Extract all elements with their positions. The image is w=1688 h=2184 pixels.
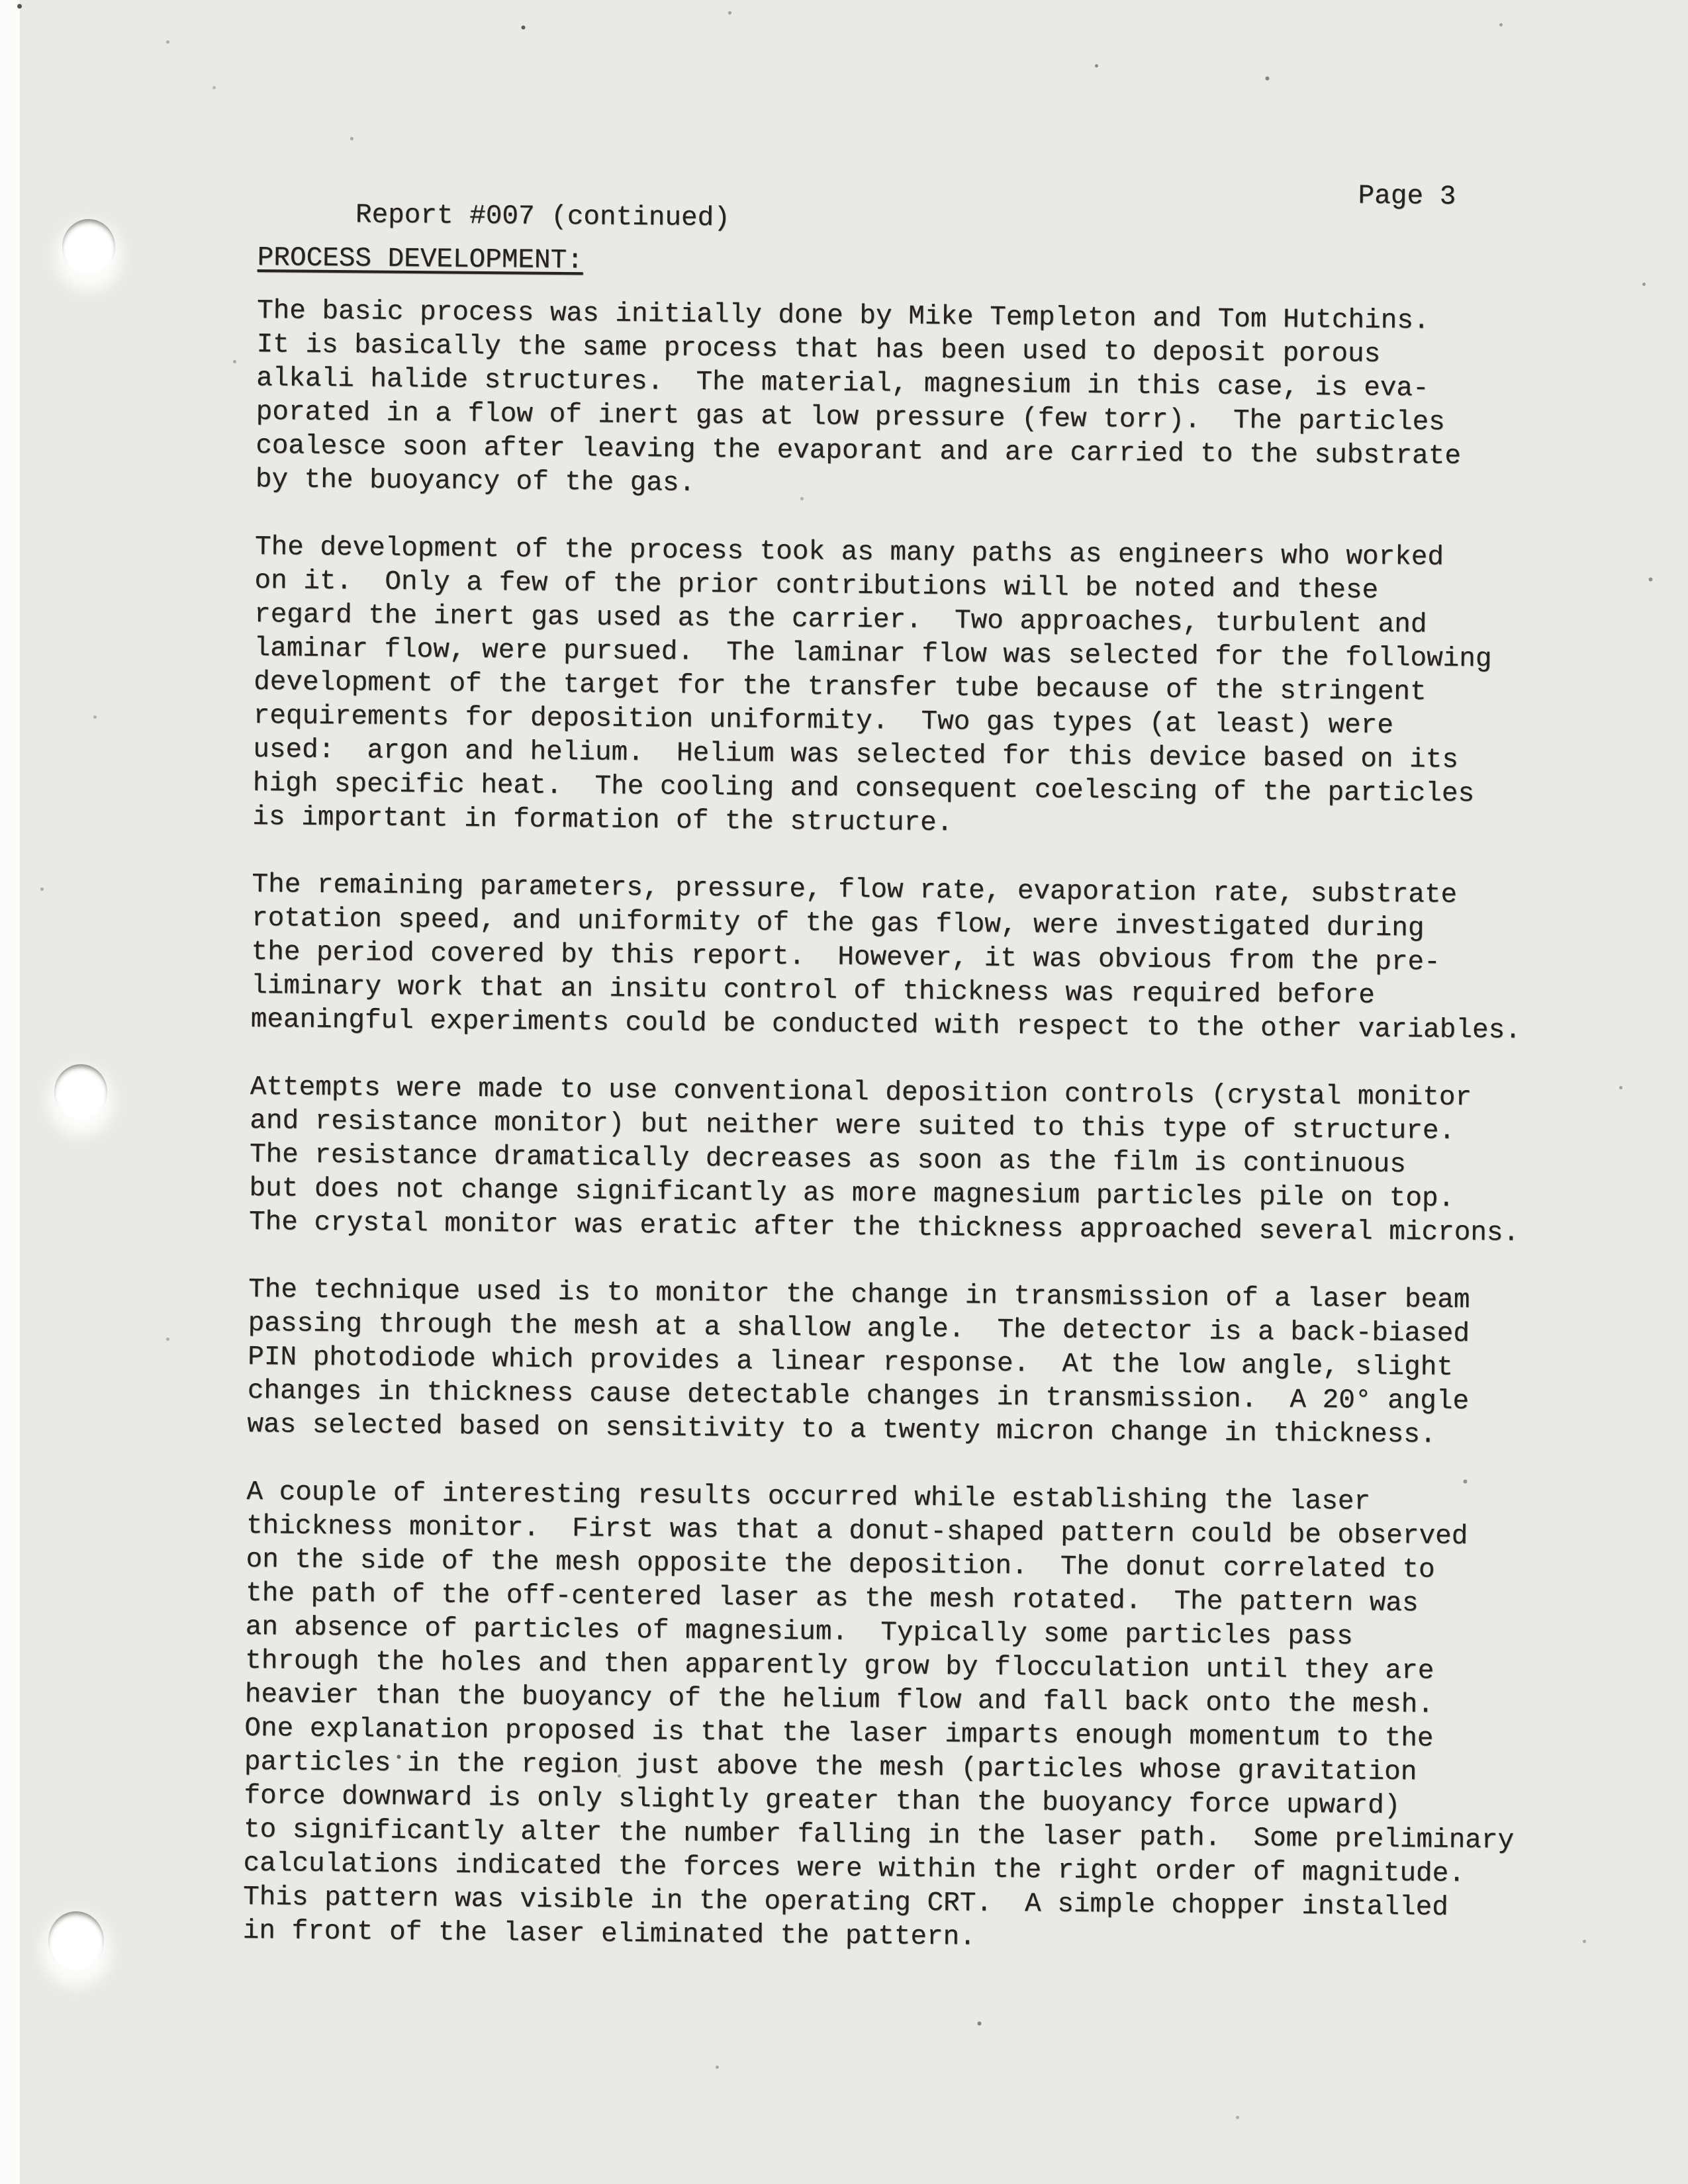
section-heading: PROCESS DEVELOPMENT: — [257, 242, 584, 277]
paragraph: The development of the process took as many paths as engineers who worked on it. Only a few of the prior contributions will be noted and these regard the inert gas used as the carrier. Two approaches, turbulent and laminar flow, were pursued. The laminar flow was selected for the following development of the target for the transfer tube because of the stringent requirements for deposition uniformity. Two gas types (at least) were used: argon and helium. Helium was selected for this device based on its high specific heat. The cooling and consequent coelescing of the particles is important in formation of the structure. — [252, 531, 1492, 839]
punch-hole-bottom — [48, 1911, 104, 1971]
report-title: Report #007 (continued) — [355, 200, 731, 234]
paragraph: Attempts were made to use conventional deposition controls (crystal monitor and resistance monitor) but neither were suited to this type of structure. The resistance dramatically decreases as soon as the film is continuous but does not change significantly as more magnesium particles pile on top. The crystal monitor was eratic after the thickness approached several microns. — [248, 1071, 1520, 1249]
document-body — [242, 295, 1527, 1960]
paper-specks — [0, 0, 2, 2]
paragraph: A couple of interesting results occurred while establishing the laser thickness monitor. First was that a donut-shaped pattern could be observed on the side of the mesh opposite the deposition. The donut correlated to the path of the off-centered laser as the mesh rotated. The pattern was an absence of particles of magnesium. Typically some particles pass through the holes and then apparently grow by flocculation until they are heavier than the buoyancy of the helium flow and fall back onto the mesh. One explanation proposed is that the laser imparts enough momentum to the particles in the region just above the mesh (particles whose gravitation force downward is only slightly greater than the buoyancy force upward) to significantly alter the number falling in the laser path. Some preliminary calculations indicated the forces were within the right order of magnitude. This pattern was visible in the operating CRT. A simple chopper installed in front of the laser eliminated the pattern. — [242, 1477, 1515, 1953]
typewritten-content — [242, 164, 1602, 1953]
paragraph: The basic process was initially done by Mike Templeton and Tom Hutchins. It is basically the same process that has been used to deposit porous alkali halide structures. The material, magnesium in this case, is eva- porated in a flow of inert gas at low pressure (few torr). The particles coalesce soon after leaving the evaporant and are carried to the substrate by the buoyancy of the gas. — [255, 295, 1462, 499]
page-header — [258, 164, 1602, 234]
paragraph: The remaining parameters, pressure, flow rate, evaporation rate, substrate rotation speed, and uniformity of the gas flow, were investigated during the period covered by this report. However, it was obvious from the pre- liminary work that an insitu control of thickness was required before meaningful experiments could be conducted with respect to the other variables. — [250, 869, 1521, 1046]
paragraph: The technique used is to monitor the change in transmission of a laser beam passing through the mesh at a shallow angle. The detector is a back-biased PIN photodiode which provides a linear response. At the low angle, slight changes in thickness cause detectable changes in transmission. A 20° angle was selected based on sensitivity to a twenty micron change in thickness. — [247, 1274, 1470, 1451]
punch-hole-top — [62, 219, 115, 275]
punch-hole-middle — [54, 1064, 107, 1120]
page-number: Page 3 — [1358, 181, 1456, 212]
scanner-edge-strip — [0, 0, 21, 2184]
